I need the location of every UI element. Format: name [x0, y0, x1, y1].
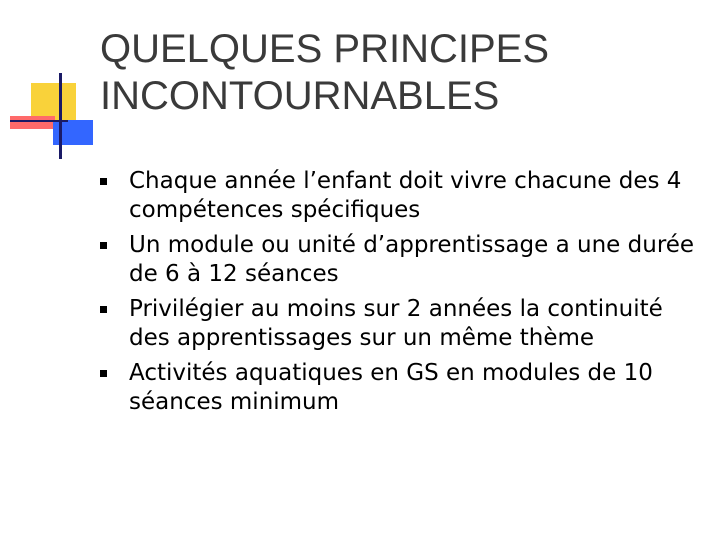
- bullet-text: Privilégier au moins sur 2 années la continuité des apprentissages sur un même thème: [129, 296, 663, 351]
- square-bullet-icon: [100, 242, 107, 249]
- decor-vertical-line: [59, 73, 62, 159]
- bullet-text: Activités aquatiques en GS en modules de 10 séances minimum: [129, 360, 653, 415]
- square-bullet-icon: [100, 370, 107, 377]
- bullet-list: [100, 167, 700, 423]
- bullet-text: Chaque année l’enfant doit vivre chacune des 4 compétences spécifiques: [129, 168, 682, 223]
- bullet-item-1: [100, 167, 700, 225]
- bullet-text: Un module ou unité d’apprentissage a une durée de 6 à 12 séances: [129, 232, 695, 287]
- decor-red-bar: [10, 116, 55, 129]
- square-bullet-icon: [100, 178, 107, 185]
- bullet-item-4: [100, 359, 700, 417]
- decor-horizontal-line: [10, 120, 68, 122]
- slide-title-line-1: QUELQUES PRINCIPES: [100, 27, 550, 71]
- bullet-item-2: [100, 231, 700, 289]
- slide-title-line-2: INCONTOURNABLES: [100, 74, 500, 118]
- bullet-item-3: [100, 295, 700, 353]
- square-bullet-icon: [100, 306, 107, 313]
- slide-title: [100, 26, 700, 120]
